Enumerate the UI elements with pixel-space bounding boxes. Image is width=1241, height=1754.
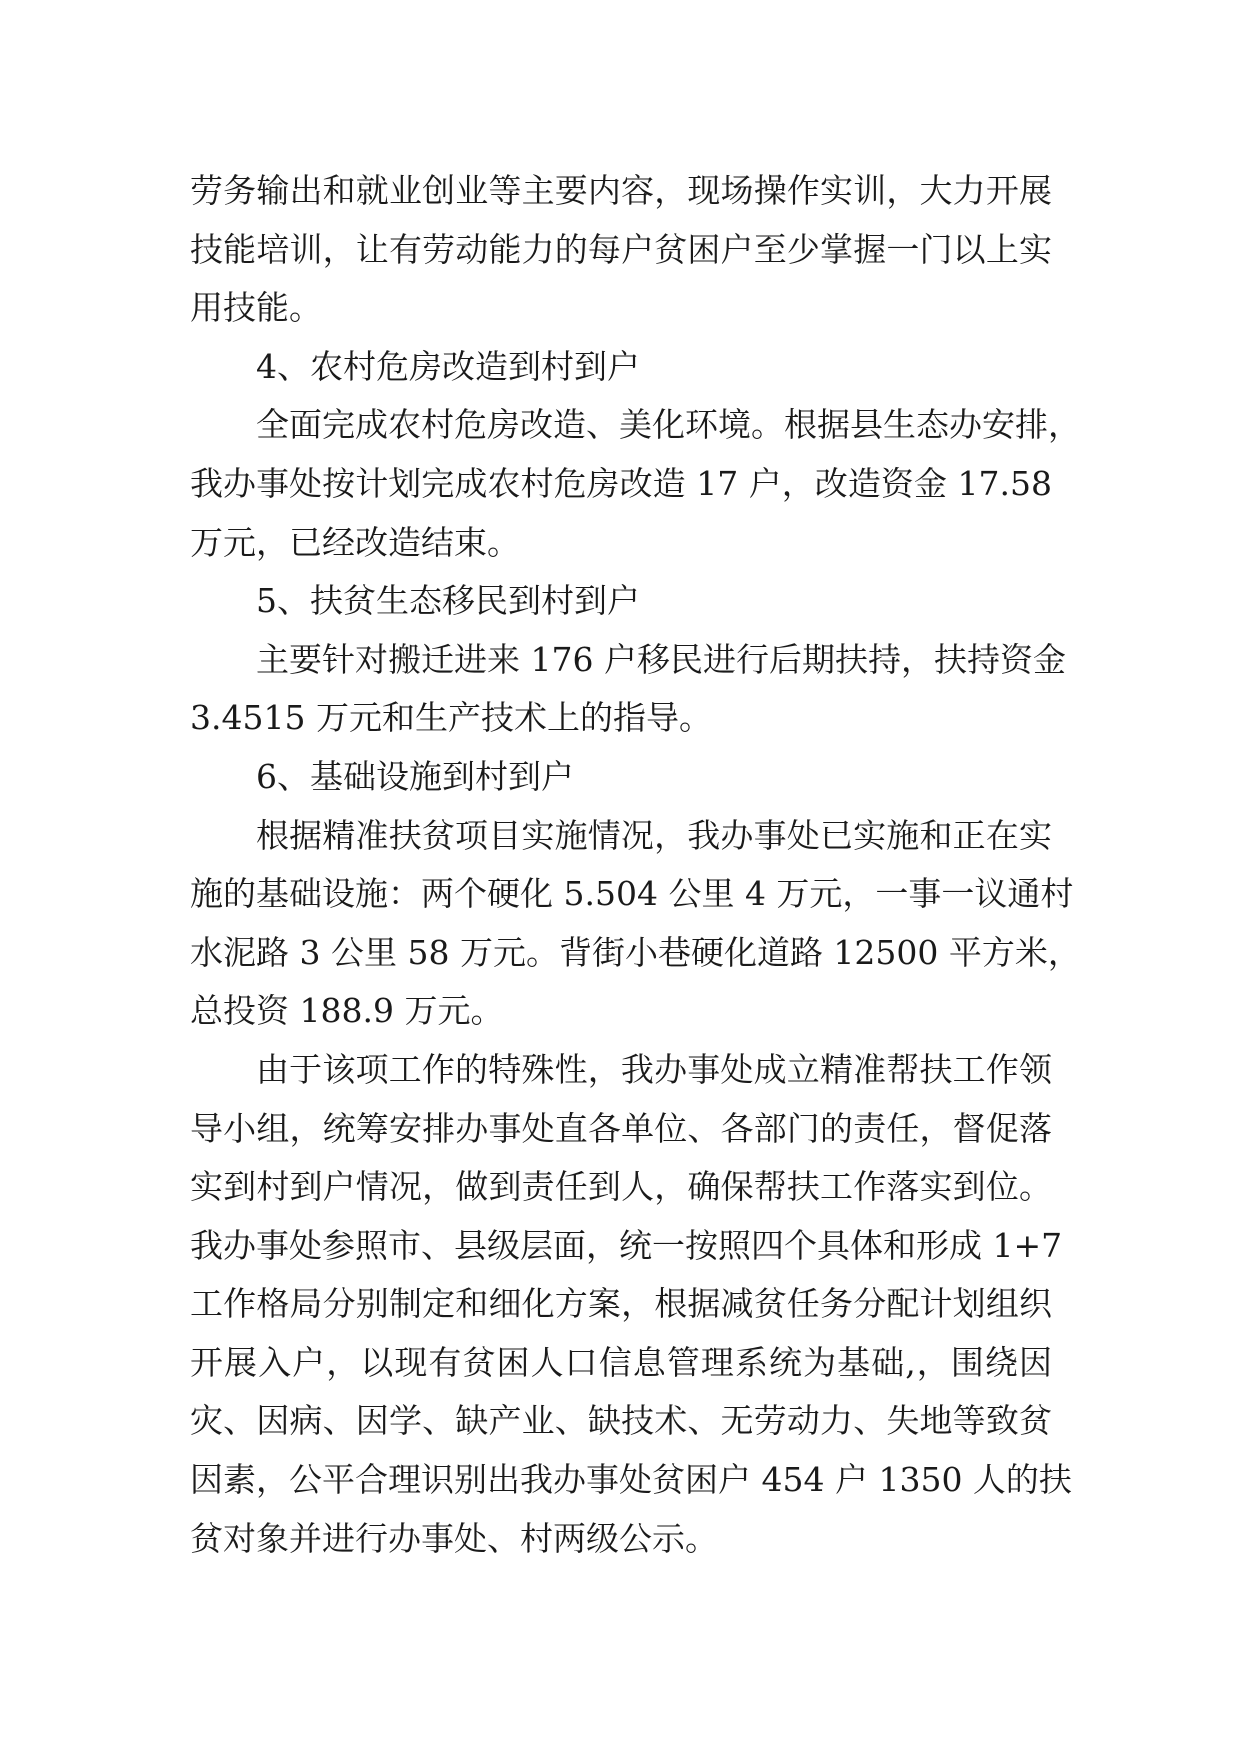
paragraph-line: 开展入户，以现有贫困人口信息管理系统为基础,，围绕因 (190, 1342, 1052, 1382)
paragraph-line: 水泥路 3 公里 58 万元。背街小巷硬化道路 12500 平方米， (190, 932, 1081, 972)
paragraph-line: 3.4515 万元和生产技术上的指导。 (190, 698, 712, 738)
paragraph-line: 技能培训，让有劳动能力的每户贫困户至少掌握一门以上实 (190, 229, 1052, 269)
paragraph-line: 工作格局分别制定和细化方案，根据减贫任务分配计划组织 (190, 1284, 1052, 1324)
paragraph-line: 导小组，统筹安排办事处直各单位、各部门的责任，督促落 (190, 1108, 1052, 1148)
paragraph-line: 实到村到户情况，做到责任到人，确保帮扶工作落实到位。 (190, 1167, 1052, 1207)
paragraph-line: 万元，已经改造结束。 (190, 522, 520, 562)
paragraph-line: 贫对象并进行办事处、村两级公示。 (190, 1518, 718, 1558)
paragraph-line: 因素，公平合理识别出我办事处贫困户 454 户 1350 人的扶 (190, 1460, 1072, 1500)
paragraph-line: 施的基础设施：两个硬化 5.504 公里 4 万元，一事一议通村 (190, 874, 1074, 914)
paragraph-line: 我办事处参照市、县级层面，统一按照四个具体和形成 1+7 (190, 1225, 1063, 1265)
section-heading-5: 5、扶贫生态移民到村到户 (256, 581, 640, 621)
paragraph-line: 用技能。 (190, 288, 322, 328)
document-body (190, 162, 1081, 1568)
paragraph-line: 由于该项工作的特殊性，我办事处成立精准帮扶工作领 (256, 1049, 1052, 1089)
paragraph-line: 灾、因病、因学、缺产业、缺技术、无劳动力、失地等致贫 (190, 1401, 1052, 1441)
paragraph-line: 全面完成农村危房改造、美化环境。根据县生态办安排， (256, 405, 1081, 445)
paragraph-line: 劳务输出和就业创业等主要内容，现场操作实训，大力开展 (190, 171, 1052, 210)
paragraph-line: 根据精准扶贫项目实施情况，我办事处已实施和正在实 (256, 815, 1052, 855)
paragraph-line: 我办事处按计划完成农村危房改造 17 户，改造资金 17.58 (190, 463, 1052, 503)
paragraph-line: 主要针对搬迁进来 176 户移民进行后期扶持，扶持资金 (256, 639, 1066, 679)
section-heading-6: 6、基础设施到村到户 (256, 756, 574, 796)
paragraph-line: 总投资 188.9 万元。 (190, 991, 504, 1031)
section-heading-4: 4、农村危房改造到村到户 (256, 346, 640, 386)
